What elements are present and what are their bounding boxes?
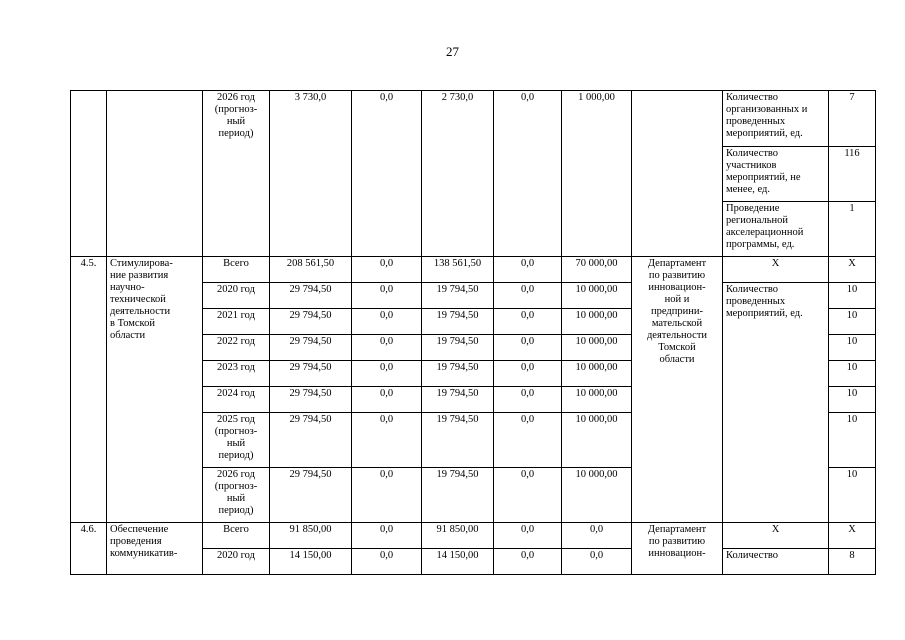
indicator-value-cell: 116 xyxy=(829,147,876,202)
indicator-value-cell: 8 xyxy=(829,549,876,575)
page-number: 27 xyxy=(446,44,459,59)
municipal-cell: 0,0 xyxy=(494,549,562,575)
indicator-value-cell: 10 xyxy=(829,309,876,335)
regional-cell: 19 794,50 xyxy=(422,309,494,335)
extrabudget-cell: 1 000,00 xyxy=(562,91,632,257)
year-cell: 2022 год xyxy=(203,335,270,361)
total-cell: 208 561,50 xyxy=(270,257,352,283)
regional-cell: 19 794,50 xyxy=(422,413,494,468)
budget-table xyxy=(70,90,876,575)
indicator-value-cell: 10 xyxy=(829,283,876,309)
indicator-name-cell: Проведение региональной акселерационной программы, ед. xyxy=(723,202,829,257)
year-cell: 2024 год xyxy=(203,387,270,413)
regional-cell: 138 561,50 xyxy=(422,257,494,283)
municipal-cell: 0,0 xyxy=(494,91,562,257)
regional-cell: 19 794,50 xyxy=(422,335,494,361)
extrabudget-cell: 10 000,00 xyxy=(562,283,632,309)
federal-cell: 0,0 xyxy=(352,309,422,335)
executor-cell: Департамент по развитию инновацион- xyxy=(632,523,723,575)
indicator-value-cell: 10 xyxy=(829,361,876,387)
federal-cell: 0,0 xyxy=(352,413,422,468)
section-number: 4.6. xyxy=(71,523,107,575)
federal-cell: 0,0 xyxy=(352,387,422,413)
executor-cell: Департамент по развитию инновацион- ной и предприни- мательской деятельности Томской области xyxy=(632,257,723,523)
extrabudget-cell: 10 000,00 xyxy=(562,361,632,387)
regional-cell: 2 730,0 xyxy=(422,91,494,257)
total-cell: 29 794,50 xyxy=(270,361,352,387)
extrabudget-cell: 10 000,00 xyxy=(562,309,632,335)
indicator-name-cell: Количество участников мероприятий, не менее, ед. xyxy=(723,147,829,202)
regional-cell: 19 794,50 xyxy=(422,387,494,413)
year-cell: 2025 год (прогноз- ный период) xyxy=(203,413,270,468)
regional-cell: 19 794,50 xyxy=(422,283,494,309)
municipal-cell: 0,0 xyxy=(494,335,562,361)
federal-cell: 0,0 xyxy=(352,523,422,549)
total-cell: 29 794,50 xyxy=(270,283,352,309)
total-cell: 29 794,50 xyxy=(270,413,352,468)
municipal-cell: 0,0 xyxy=(494,283,562,309)
year-cell: 2021 год xyxy=(203,309,270,335)
federal-cell: 0,0 xyxy=(352,257,422,283)
year-cell: 2020 год xyxy=(203,549,270,575)
number-cell xyxy=(71,91,107,257)
municipal-cell: 0,0 xyxy=(494,309,562,335)
regional-cell: 91 850,00 xyxy=(422,523,494,549)
indicator-value-cell: 10 xyxy=(829,413,876,468)
extrabudget-cell: 10 000,00 xyxy=(562,335,632,361)
indicator-value-cell: Х xyxy=(829,523,876,549)
municipal-cell: 0,0 xyxy=(494,523,562,549)
municipal-cell: 0,0 xyxy=(494,257,562,283)
extrabudget-cell: 70 000,00 xyxy=(562,257,632,283)
total-cell: 91 850,00 xyxy=(270,523,352,549)
year-cell: 2026 год (прогноз- ный период) xyxy=(203,468,270,523)
year-cell: 2020 год xyxy=(203,283,270,309)
indicator-name-cell: Количество организованных и проведенных мероприятий, ед. xyxy=(723,91,829,147)
regional-cell: 14 150,00 xyxy=(422,549,494,575)
federal-cell: 0,0 xyxy=(352,91,422,257)
indicator-name-cell: Х xyxy=(723,523,829,549)
municipal-cell: 0,0 xyxy=(494,413,562,468)
municipal-cell: 0,0 xyxy=(494,468,562,523)
federal-cell: 0,0 xyxy=(352,549,422,575)
municipal-cell: 0,0 xyxy=(494,361,562,387)
extrabudget-cell: 10 000,00 xyxy=(562,387,632,413)
indicator-name-cell: Количество xyxy=(723,549,829,575)
total-cell: 29 794,50 xyxy=(270,468,352,523)
indicator-value-cell: 10 xyxy=(829,468,876,523)
extrabudget-cell: 10 000,00 xyxy=(562,413,632,468)
total-cell: 29 794,50 xyxy=(270,309,352,335)
regional-cell: 19 794,50 xyxy=(422,361,494,387)
extrabudget-cell: 10 000,00 xyxy=(562,468,632,523)
indicator-value-cell: Х xyxy=(829,257,876,283)
extrabudget-cell: 0,0 xyxy=(562,523,632,549)
federal-cell: 0,0 xyxy=(352,361,422,387)
regional-cell: 19 794,50 xyxy=(422,468,494,523)
indicator-value-cell: 1 xyxy=(829,202,876,257)
year-cell: 2023 год xyxy=(203,361,270,387)
indicator-name-cell: Х xyxy=(723,257,829,283)
indicator-name-cell: Количество проведенных мероприятий, ед. xyxy=(723,283,829,523)
year-cell: Всего xyxy=(203,523,270,549)
total-cell: 29 794,50 xyxy=(270,335,352,361)
section-title: Обеспечение проведения коммуникатив- xyxy=(107,523,203,575)
federal-cell: 0,0 xyxy=(352,335,422,361)
extrabudget-cell: 0,0 xyxy=(562,549,632,575)
total-cell: 29 794,50 xyxy=(270,387,352,413)
total-cell: 14 150,00 xyxy=(270,549,352,575)
federal-cell: 0,0 xyxy=(352,468,422,523)
federal-cell: 0,0 xyxy=(352,283,422,309)
indicator-value-cell: 7 xyxy=(829,91,876,147)
indicator-value-cell: 10 xyxy=(829,387,876,413)
executor-cell xyxy=(632,91,723,257)
municipal-cell: 0,0 xyxy=(494,387,562,413)
year-cell: 2026 год (прогноз- ный период) xyxy=(203,91,270,257)
year-cell: Всего xyxy=(203,257,270,283)
title-cell xyxy=(107,91,203,257)
section-title: Стимулирова- ние развития научно- технической деятельности в Томской области xyxy=(107,257,203,523)
section-number: 4.5. xyxy=(71,257,107,523)
indicator-value-cell: 10 xyxy=(829,335,876,361)
total-cell: 3 730,0 xyxy=(270,91,352,257)
